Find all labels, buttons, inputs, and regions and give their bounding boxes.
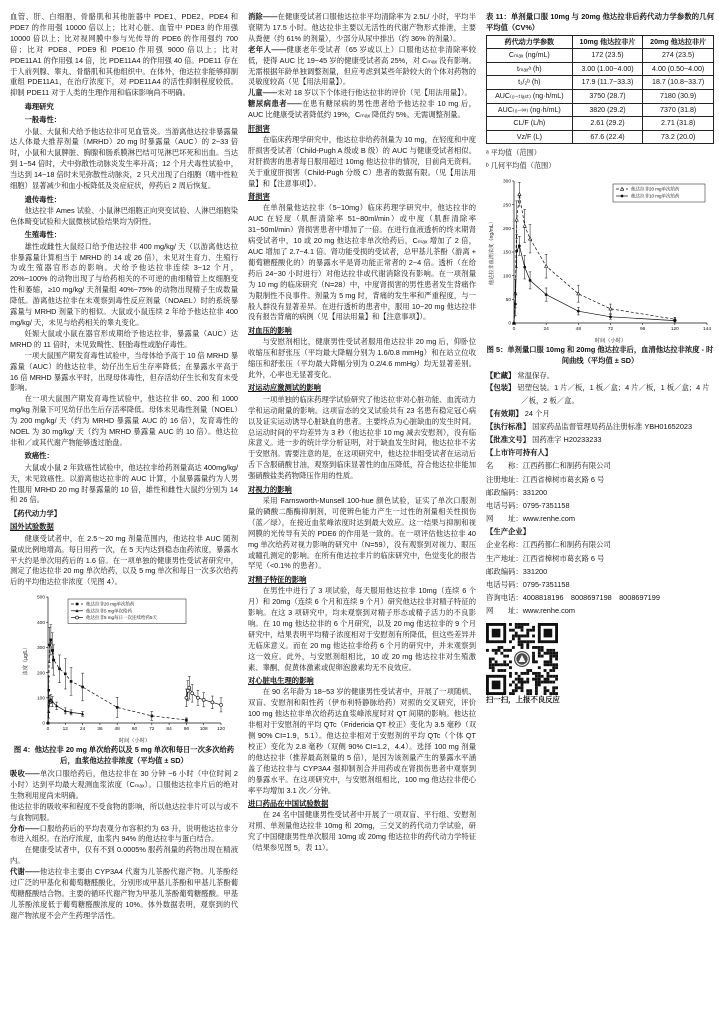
figure5-caption: 图 5：单剂量口服 10mg 和 20mg 他达拉非后，血清他达拉非浓度 - 时间曲线（平均值 ± SD）: [486, 345, 714, 365]
paragraph: 在 90 名年龄为 18~53 岁的健康男性受试者中，开展了一项随机、双盲、安慰剂和阳性药（伊布利特静脉给药）对照的交叉研究，评价 100 mg 他达拉非单次给药达血浆峰浓度时对 QT 间期的影响。他达拉非相对于安慰剂的平均 QTc（Fridericia QT 校正）变化为 3.5 毫秒（双侧 90% CI=1.9，5.1）。他达拉非相对于安慰剂的平均 QTc（个体 QT 校正）变化为 2.8 毫秒（双侧 90% CI=1.2，4.4）。选择 100 mg 剂量的他达拉非（推荐最高剂量的 5 倍），是因为该剂量产生的暴露水平涵盖了他达拉非与 CYP3A4 强抑制剂合并用药或在肾损伤患者中观察到的暴露水平。在这项研究中，与安慰剂组相比，100 mg 他达拉非使心率平均增加 3.1 次／分钟。: [248, 687, 476, 795]
svg-text:100: 100: [36, 696, 45, 702]
paragraph: 在男性中进行了 3 项试验，每天服用他达拉非 10mg（连续 6 个月）和 20mg（连续 6 个月和连续 9 个月）研究他达拉非对精子特征的影响。在这 3 项研究中，均未观察到对精子形态或精子活力的不良影响。在 10 mg 他达拉非的 6 个月研究，以及 20 mg 他达拉非的 9 个月研究中，结果表明平均精子浓度相对于安慰剂有所降低，但这些差异并无临床意义。而在 20 mg 他达拉非给药 6 个月的研究中，并未观察到这一效应。此外，与安慰剂组相比，10 或 20 mg 他达拉非对生殖激素、睾酮、促黄体激素或促卵泡激素均无不良效应。: [248, 586, 476, 672]
publisher-info-line: 邮政编码：331200: [486, 566, 548, 576]
field-label: 【上市许可持有人】: [486, 448, 553, 458]
svg-text:96: 96: [183, 727, 190, 733]
svg-text:200: 200: [36, 671, 45, 677]
pk-parameters-table: [486, 35, 714, 145]
paragraph-lead: 代谢——: [10, 867, 40, 877]
section-heading: 【药代动力学】: [10, 508, 62, 518]
table-cell: tₘₐₓᵃ (h): [487, 62, 573, 76]
table11-footnote-a: ᵃ 平均值（范围）: [486, 148, 541, 158]
section-heading: 一般毒性：: [24, 115, 62, 125]
section-heading: 致癌性：: [24, 451, 54, 461]
column-left: [10, 12, 238, 1024]
svg-text:72: 72: [607, 327, 614, 333]
svg-text:时间（小时）: 时间（小时）: [118, 738, 151, 745]
paragraph: 代谢——他达拉非主要由 CYP3A4 代谢为儿茶酚代谢产物。儿茶酚经过广泛的甲基化和葡萄糖醛酸化，分别形成甲基儿茶酚和甲基儿茶酚葡萄糖醛酸结合物。主要的循环代谢产物为甲基儿茶酚葡萄糖醛酸。甲基儿茶酚浓度低于葡萄糖醛酸浓度的 10%。体外数据表明，观察到的代谢产物浓度不会产生药理学活性。: [10, 867, 238, 920]
publisher-info-line: 咨询电话：4008818196 8008697198 8008697199: [486, 593, 660, 603]
svg-text:144: 144: [702, 327, 712, 333]
section-heading: 生殖毒性：: [24, 230, 62, 240]
svg-text:他达拉非5 mg每日一次连续给药5天: 他达拉非5 mg每日一次连续给药5天: [86, 615, 158, 621]
table-row: [487, 76, 714, 90]
labeled-field: [486, 446, 714, 459]
svg-text:50: 50: [505, 298, 511, 304]
publisher-info-line: 电话号码：0795-7351158: [486, 579, 570, 589]
section-heading: 毒理研究: [24, 101, 54, 111]
table-header-cell: 药代动力学参数: [487, 35, 573, 49]
table-cell: 73.2 (20.0): [643, 130, 714, 144]
table-cell: 7370 (31.8): [643, 103, 714, 117]
svg-text:36: 36: [97, 727, 103, 733]
paragraph: 在一项大鼠围产期发育毒性试验中，他达拉非 60、200 和 1000 mg/kg 剂量下可见幼仔出生后存活率降低。母体未见毒性剂量（NOEL）为 200 mg/kg/ 天（约为 MRHD 暴露量 AUC 的 16 倍），发育毒性的 NOEL 为 30 mg/kg/ 天（约为 MRHD 暴露量 AUC 的 10 倍）。他达拉非和／或其代谢产物能够透过胎盘。: [10, 394, 238, 447]
table-cell: 172 (23.5): [572, 49, 643, 63]
paragraph: 吸收——单次口服给药后，他达拉非在 30 分钟 ~6 小时（中位时间 2 小时）达到平均最大观测血浆浓度（Cₘₐₓ）。口服他达拉非片后的绝对生物利用度尚未明确。: [10, 769, 238, 800]
qr-code: [486, 623, 558, 695]
table-cell: 2.71 (31.8): [643, 117, 714, 131]
field-label: 【贮藏】: [486, 371, 516, 381]
paragraph: 他达拉非 Ames 试验、小鼠淋巴细胞正向突变试验、人淋巴细胞染色体畸变试验和大鼠微核试验结果均为阴性。: [10, 205, 238, 226]
table-header-cell: 20mg 他达拉非片: [643, 35, 714, 49]
paragraph: 消除——在健康受试者口服他达拉非平均清除率为 2.5L/ 小时，平均半衰期为 17.5 小时。他达拉非主要以无活性的代谢产物形式排泄，主要从粪便（约 61% 的剂量），少部分从尿中排出（约 36% 的剂量）。: [248, 12, 476, 43]
svg-text:24: 24: [79, 727, 86, 733]
table-header-row: [487, 35, 714, 49]
svg-text:120: 120: [216, 727, 226, 733]
publisher-info-line: 注册地址：江西省樟树市葛玄路 6 号: [486, 474, 605, 484]
table-cell: AUC₍₀₋∞₎ (ng·h/mL): [487, 103, 573, 117]
svg-text:0: 0: [46, 727, 50, 733]
table-cell: 3820 (29.2): [572, 103, 643, 117]
svg-text:100: 100: [502, 274, 511, 280]
paragraph: 在单剂量他达拉非（5~10mg）临床药理学研究中，他达拉非的 AUC 在轻度（肌酐清除率 51~80ml/min）或中度（肌酐清除率 31~50ml/min）肾损害患者中增加了一倍。在进行血液透析的终末期肾病受试者中，10 或 20 mg 他达拉非单次给药后，Cₘₐₓ 增加了 2 倍，AUC 增加了 2.7~4.1 倍。肾功能受损的受试者，总甲基儿茶酚（游离 + 葡萄糖醛酸化的）的暴露水平是肾功能正常者的 2~4 倍。透析（在给药后 24~30 小时进行）对他达拉非或代谢消除没有影响。在一项剂量为 10 mg 的临床研究（N=28）中，中度肾损害的男性患者发生背痛作为限制性不良事件。剂量为 5 mg 时，背痛的发生率和严重程度，与一般人群没有显著差异。在进行透析的患者中，服用 10~20 mg 他达拉非没有报告背痛的病例（见【用法用量】和【注意事项】）。: [248, 203, 476, 322]
svg-text:150: 150: [502, 251, 511, 257]
table-cell: Cₘₐₓ (ng/mL): [487, 49, 573, 63]
svg-text:他达拉非20 mg单次给药: 他达拉非20 mg单次给药: [86, 601, 135, 607]
svg-text:他达拉非5 mg单次给药: 他达拉非5 mg单次给药: [86, 608, 133, 614]
table-row: [487, 89, 714, 103]
svg-text:12: 12: [62, 727, 68, 733]
table-cell: 4.00 (0.50~4.00): [643, 62, 714, 76]
section-heading: 肝损害: [248, 123, 270, 133]
field-label: 【生产企业】: [486, 527, 531, 537]
svg-text:0: 0: [512, 327, 516, 333]
paragraph: 大鼠或小鼠 2 年致癌性试验中，他达拉非给药剂量高达 400mg/kg/ 天，未见致癌性。以游离他达拉非的 AUC 计算，小鼠暴露量约为人男性服用 MRHD 20 mg 时暴露量的 10 倍，雄性和雌性大鼠约分别为 14 和 26 倍。: [10, 462, 238, 505]
field-label: 【执行标准】: [486, 422, 531, 432]
svg-text:60: 60: [131, 727, 138, 733]
paragraph: 糖尿病患者——在患有糖尿病的男性患者给予他达拉非 10 mg 后，AUC 比健康受试者降低约 19%，Cₘₐₓ 降低约 5%。无需调整剂量。: [248, 99, 477, 120]
figure4-chart: [21, 592, 227, 744]
paragraph-lead: 分布——: [10, 823, 40, 833]
labeled-field: [486, 525, 714, 538]
paragraph: 妊娠大鼠或小鼠在器官形成期给予他达拉非，暴露量（AUC）达 MRHD 的 11 倍时，未见致畸性、胚胎毒性或胎仔毒性。: [10, 328, 238, 349]
paragraph: 在临床药理学研究中，他达拉非给药剂量为 10 mg，在轻度和中度肝损害受试者（Child-Pugh A 级或 B 级）的 AUC 与健康受试者相似。对肝损害的患者每日服用超过 10mg 他达拉非的情况，目前尚无资料。关于重度肝损害（Child-Pugh 分级 C）患者的数据有限。（见【用法用量】和【注意事项】）。: [248, 134, 476, 188]
figure4: [10, 592, 238, 744]
table-cell: AUC₍₀₋ₜₗₐₛₜ₎ (ng·h/mL): [487, 89, 573, 103]
paragraph: 雄性或雌性大鼠经口给予他达拉非 400 mg/kg/ 天（以游离他达拉非暴露量计算相当于 MRHD 的 14 或 26 倍），未见对生育力、生殖行为或生殖器官形态的影响。犬给予他达拉非连续 3~12 个月，20%~100% 的动物出现了与给药相关的不可逆的曲细精管上皮细胞变性和萎缩，≥10 mg/kg/ 天剂量组 40%~75% 的动物出现精子生成数量降低。游离他达拉非在未观察到毒性反应剂量（NOAEL）时的系统暴露量与 MRHD 剂量下的相似。大鼠或小鼠连续 2 年给予他达拉非 400 mg/kg/ 天，未见与给药相关的睾丸变化。: [10, 241, 238, 327]
section-heading: 对运动应激测试的影响: [248, 383, 321, 393]
column-right: [486, 12, 714, 1024]
paragraph: 血管、肝、白细胞、骨骼肌和其他脏器中 PDE1、PDE2、PDE4 和 PDE7 的作用强 10000 倍以上；比对心脏、血管中 PDE3 的作用强 10000 倍以上；比对视网膜中参与光传导的 PDE6 的作用强约 700 倍；比对 PDE8、PDE9 和 PDE10 作用强 9000 倍以上；比对 PDE11A1 的作用强 14 倍，比 PDE11A4 的作用强 40 倍。PDE11 存在于人前列腺、睾丸、骨骼肌和其他组织中。在体外，他达拉非能够抑制重组 PDE11A1，在治疗浓度下，对 PDE11A4 的活性抑制程度较低。抑制 PDE11 对于人类的生理作用和临床影响尚不明确。: [10, 12, 238, 98]
table-cell: 274 (23.5): [643, 49, 714, 63]
paragraph-lead: 糖尿病患者——: [248, 99, 302, 109]
paragraph: 一项大鼠围产期发育毒性试验中，当母体给予高于 10 倍 MRHD 暴露量（AUC）的他达拉非，幼仔出生后生存率降低；在暴露水平高于 16 倍 MRHD 暴露水平时，出现母体毒性，但存活幼仔生长和发育未受影响。: [10, 350, 238, 393]
svg-text:400: 400: [36, 621, 45, 627]
labeled-field: 【包装】 铝塑包装。1 片／板，1 板／盒；4 片／板，1 板／盒；4 片／板，2 板／盒。: [486, 383, 710, 405]
svg-text:他达拉非20 mg单次给药: 他达拉非20 mg单次给药: [631, 186, 680, 192]
table-cell: CL/F (L/h): [487, 117, 573, 131]
table-row: [487, 130, 714, 144]
svg-text:96: 96: [639, 327, 646, 333]
table-row: [487, 49, 714, 63]
figure5-chart: [487, 176, 713, 344]
publisher-info-line: 网 址：www.renhe.com: [486, 606, 575, 616]
paragraph-lead: 儿童——: [248, 88, 278, 98]
table11-footnote-b: ᵇ 几何平均值（范围）: [486, 160, 556, 170]
table11-title: 表 11：单剂量口服 10mg 与 20mg 他达拉非后药代动力学参数的几何平均值（CV%）: [486, 12, 714, 32]
paragraph: 在健康受试者中，仅有不到 0.0005% 服药剂量的药物出现在精液内。: [10, 845, 238, 866]
paragraph: 老年人——健康老年受试者（65 岁或以上）口服他达拉非清除率较低，使得 AUC 比 19~45 岁的健康受试者高 25%，对 Cₘₐₓ 没有影响。无需根据年龄单独调整剂量，但应考虑到某些年龄较大的个体对药物的灵敏度较高（见【用法用量】）。: [248, 44, 476, 87]
svg-text:时间（小时）: 时间（小时）: [594, 338, 627, 345]
field-label: 【包装】: [486, 383, 516, 393]
paragraph-lead: 消除——: [248, 12, 278, 21]
paragraph: 与安慰剂相比，健康男性受试者服用他达拉非 20 mg 后，仰卧位收缩压和舒张压（平均最大降幅分别为 1.6/0.8 mmHg）和在站立位收缩压和舒张压（平均最大降幅分别为 0.2/4.6 mmHg）均无显著差别。此外，心率也无显著变化。: [248, 337, 476, 379]
svg-text:108: 108: [199, 727, 208, 733]
svg-text:浓度（μg/L）: 浓度（μg/L）: [23, 644, 29, 676]
table-cell: t₁/₂ᵇ (h): [487, 76, 573, 90]
publisher-info-line: 生产地址：江西省樟树市葛玄路 6 号: [486, 553, 605, 563]
table-row: [487, 62, 714, 76]
section-heading: 遗传毒性：: [24, 194, 62, 204]
table-cell: 17.9 (11.7~33.3): [572, 76, 643, 90]
paragraph: 一项单独的临床药理学试验研究了他达拉非对心脏功能、血流动力学和运动耐量的影响。这项盲态的交叉试验共有 23 名患有稳定冠心病以及证实运动诱导心脏缺血的患者。主要终点为心脏缺血的发生时间。总运动时间的平均差异为 3 秒（他达拉非 10 mg 减去安慰剂），没有临床意义。进一步的统计学分析证明，对于缺血发生时间，他达拉非不劣于安慰剂。需要注意的是，在这项研究中，他达拉非组受试者在运动后舌下含服硝酸甘油，观察到临床显著性的血压降低，符合他达拉非能加强硝酸盐类药物降压作用的性质。: [248, 394, 476, 481]
svg-text:48: 48: [575, 327, 582, 333]
figure4-caption: 图 4：他达拉非 20 mg 单次给药以及 5 mg 单次和每日一次多次给药后，血浆他达拉非浓度（平均值 ± SD）: [13, 745, 235, 765]
svg-text:300: 300: [36, 646, 45, 652]
svg-text:84: 84: [166, 727, 172, 733]
labeled-field: 【贮藏】 常温保存。: [486, 371, 555, 381]
section-heading: 对精子特征的影响: [248, 574, 307, 584]
svg-text:500: 500: [36, 595, 45, 601]
column-middle: [248, 12, 476, 1024]
table-header-cell: 10mg 他达拉非片: [572, 35, 643, 49]
table-cell: Vz/F (L): [487, 130, 573, 144]
paragraph: 他达拉非的吸收率和程度不受食物的影响，所以他达拉非片可以与或不与食物同服。: [10, 801, 238, 822]
svg-text:24: 24: [543, 327, 549, 333]
figure5: [486, 176, 714, 344]
section-heading: 国外试验数据: [10, 522, 54, 532]
publisher-info-line: 电话号码：0795-7351158: [486, 500, 570, 510]
svg-text:0: 0: [508, 322, 511, 328]
table-cell: 3.00 (1.00~4.00): [572, 62, 643, 76]
svg-text:300: 300: [502, 180, 511, 186]
publisher-info-line: 邮政编码：331200: [486, 487, 548, 497]
paragraph: 儿童——未对 18 岁以下个体进行他达拉非的评价（见【用法用量】）。: [248, 88, 472, 98]
section-heading: 对血压的影响: [248, 325, 292, 335]
table-row: [487, 117, 714, 131]
section-heading: 对心脏电生理的影响: [248, 675, 314, 685]
table-row: [487, 103, 714, 117]
paragraph: 在 24 名中国健康男性受试者中开展了一项双盲、平行组、安慰剂对照、单剂量他达拉非 10mg 和 20mg，三交叉的药代动力学试验，研究了中国健康男性单次服用 10mg 或 20mg 他达拉非的药代动力学特征（结果参见图 5，表 11）。: [248, 810, 476, 853]
table-cell: 18.7 (10.8~33.7): [643, 76, 714, 90]
qr-section: [486, 623, 714, 706]
section-heading: 对视力的影响: [248, 484, 292, 494]
paragraph: 采用 Farnsworth-Munsell 100-hue 颜色试验，证实了单次口服剂量的磷酸二酯酶抑制剂，可使辨色能力产生一过性的剂量相关性损伤（蓝／绿），在接近血浆峰浓度时达到最大效应。这一结果与抑制和视网膜的光传导有关的 PDE6 的作用是一致的。在一项评估他达拉非 40 mg 单次给药对视力影响的研究中（N=59），没有观察到对视力、眼压或瞳孔测定的影响。在所有他达拉非片的临床研究中，色觉变化的报告罕见（<0.1% 的患者）。: [248, 495, 476, 571]
section-heading: 肾损害: [248, 192, 270, 201]
paragraph: 分布——口服给药后的平均表观分布容积约为 63 升，说明他达拉非分布进入组织。在治疗浓度，血浆内 94% 的他达拉非与蛋白结合。: [10, 823, 239, 844]
svg-text:72: 72: [149, 727, 155, 733]
table-cell: 2.61 (29.2): [572, 117, 643, 131]
labeled-field: 【执行标准】 国家药品监督管理局药品注册标准 YBH01652023: [486, 422, 693, 432]
labeled-field: 【有效期】 24 个月: [486, 409, 550, 419]
paragraph: 小鼠、大鼠和犬给予他达拉非可见血管炎。当游离他达拉非暴露量达人体最大推荐剂量（MRHD）20 mg 时暴露量（AUC）的 2~33 倍时，小鼠和大鼠脾脏、胸腺和肠系膜淋巴结可见淋巴坏死和出血。当达到 1~54 倍时，犬中弥散性动脉炎发生率升高；12 个月犬毒性试验中，当达到 14~18 倍时未见弥散性动脉炎，2 只犬出现了白细胞（嗜中性粒细胞）显著减少和血小板降低及炎症症状，停药后 2 周后恢复。: [10, 126, 238, 191]
field-label: 【有效期】: [486, 409, 523, 419]
paragraph-lead: 吸收——: [10, 769, 40, 779]
svg-text:0: 0: [42, 721, 45, 727]
field-label: 【批准文号】: [486, 435, 531, 445]
svg-text:他达拉非10 mg单次给药: 他达拉非10 mg单次给药: [631, 193, 680, 199]
publisher-info-line: 企业名称：江西药都仁和制药有限公司: [486, 540, 611, 550]
svg-text:48: 48: [114, 727, 120, 733]
labeled-field: 【批准文号】 国药准字 H20233233: [486, 435, 602, 445]
publisher-info-line: 网 址：www.renhe.com: [486, 514, 575, 524]
section-heading: 进口药品在中国试验数据: [248, 798, 329, 808]
svg-text:120: 120: [670, 327, 679, 333]
publisher-info-line: 名 称：江西药都仁和制药有限公司: [486, 461, 611, 471]
table-cell: 3750 (28.7): [572, 89, 643, 103]
svg-text:他达拉非血清浓度（ng/mL）: 他达拉非血清浓度（ng/mL）: [489, 219, 495, 286]
table-cell: 7180 (30.9): [643, 89, 714, 103]
svg-text:200: 200: [502, 227, 511, 233]
paragraph: 健康受试者中，在 2.5～20 mg 剂量范围内，他达拉非 AUC 随剂量成比例地增高。每日用药一次，在 5 天内达到稳态血药浓度，暴露水平大约是单次用药后的 1.6 倍。在一项单独的健康男性受试者研究中，测定了他达拉非 20 mg 单次给药，以及 5 mg 单次和每日一次多次给药后的平均他达拉非浓度（见图 4）。: [10, 533, 238, 587]
paragraph-lead: 老年人——: [248, 44, 286, 54]
table-cell: 67.6 (22.4): [572, 130, 643, 144]
svg-text:250: 250: [502, 203, 511, 209]
qr-caption: 扫一扫，上报不良反应: [486, 694, 560, 704]
